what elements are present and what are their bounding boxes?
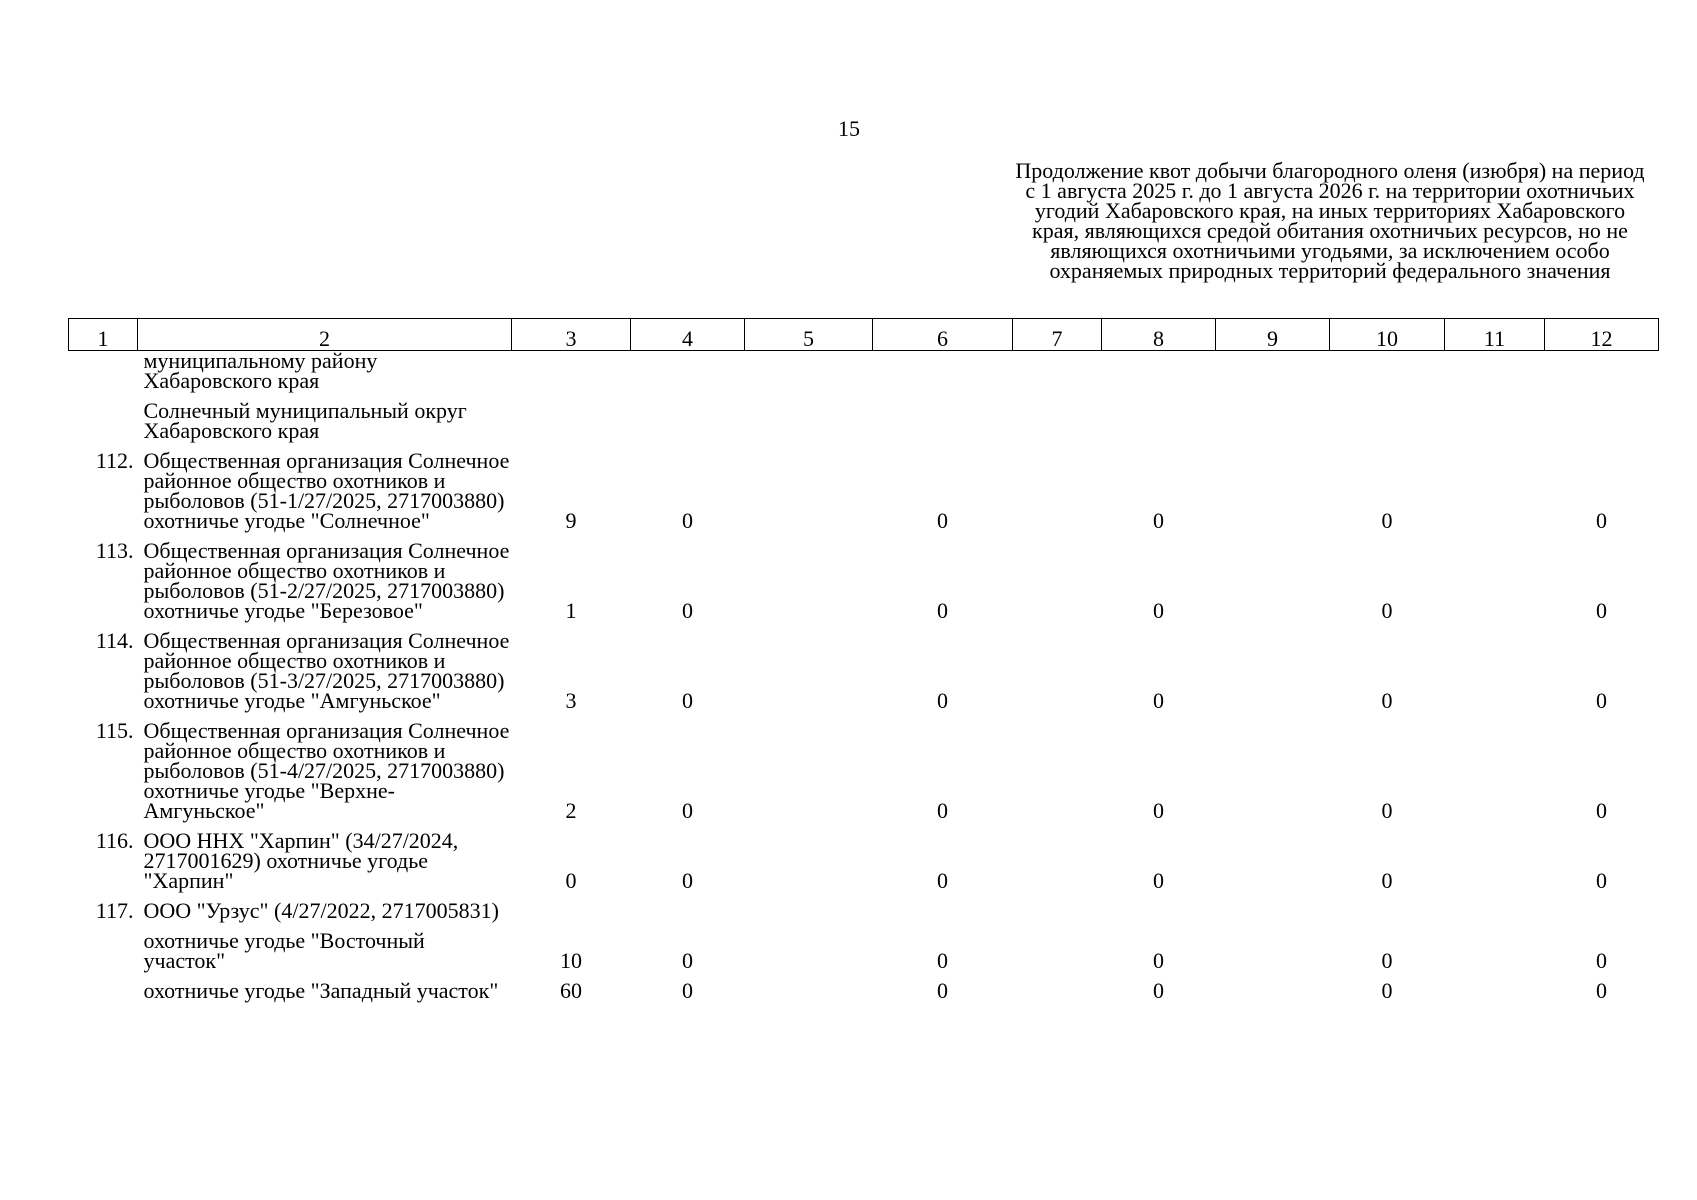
row-name: Общественная организация Солнечное районное общество охотников и рыболовов (51-1/27/2025, 2717003880) охотничье угодье "Солнечное" bbox=[143, 448, 510, 533]
row-name: охотничье угодье "Западный участок" bbox=[143, 978, 499, 1003]
row-name: ООО ННХ "Харпин" (34/27/2024, 2717001629) охотничье угодье "Харпин" bbox=[143, 828, 459, 893]
cell-col-7 bbox=[1013, 921, 1102, 971]
row-number bbox=[69, 351, 138, 392]
page-number: 15 bbox=[838, 116, 860, 141]
cell-col-9 bbox=[1216, 391, 1330, 441]
cell-col-11 bbox=[1445, 891, 1545, 921]
row-name: Солнечный муниципальный округ Хабаровского края bbox=[143, 398, 467, 443]
table-body bbox=[69, 348, 1659, 1003]
cell-col-12: 0 bbox=[1596, 798, 1607, 823]
cell-col-8 bbox=[1102, 891, 1216, 921]
column-header-12: 12 bbox=[1545, 319, 1659, 351]
cell-col-8: 0 bbox=[1153, 868, 1164, 893]
table-row bbox=[69, 621, 1659, 711]
column-header-4: 4 bbox=[631, 319, 745, 351]
cell-col-6: 0 bbox=[937, 978, 948, 1003]
cell-col-3: 3 bbox=[565, 688, 577, 713]
cell-col-12: 0 bbox=[1596, 598, 1607, 623]
cell-col-3: 1 bbox=[565, 598, 577, 623]
cell-col-3 bbox=[512, 891, 631, 921]
column-header-5: 5 bbox=[745, 319, 873, 351]
row-number bbox=[69, 921, 138, 971]
cell-col-5 bbox=[745, 531, 873, 621]
cell-col-8: 0 bbox=[1153, 948, 1164, 973]
cell-col-5 bbox=[745, 711, 873, 821]
cell-col-4 bbox=[631, 351, 745, 392]
cell-col-6: 0 bbox=[937, 798, 948, 823]
cell-col-10: 0 bbox=[1381, 948, 1393, 973]
cell-col-7 bbox=[1013, 711, 1102, 821]
quota-table bbox=[68, 318, 1659, 1001]
cell-col-6: 0 bbox=[937, 868, 948, 893]
column-header-9: 9 bbox=[1216, 319, 1330, 351]
cell-col-12: 0 bbox=[1596, 978, 1607, 1003]
cell-col-11 bbox=[1445, 531, 1545, 621]
cell-col-12 bbox=[1545, 351, 1659, 392]
cell-col-8: 0 bbox=[1153, 688, 1164, 713]
cell-col-12 bbox=[1545, 391, 1659, 441]
cell-col-7 bbox=[1013, 441, 1102, 531]
cell-col-11 bbox=[1445, 351, 1545, 392]
column-header-11: 11 bbox=[1445, 319, 1545, 351]
cell-col-9 bbox=[1216, 921, 1330, 971]
row-name: Общественная организация Солнечное районное общество охотников и рыболовов (51-4/27/2025, 2717003880) охотничье угодье "Верхне-Амгуньское" bbox=[143, 718, 510, 823]
cell-col-6 bbox=[873, 891, 1013, 921]
table-row bbox=[69, 351, 1659, 392]
table-heading: Продолжение квот добычи благородного оленя (изюбря) на период с 1 августа 2025 г. до 1 августа 2026 г. на территории охотничьих угодий Хабаровского края, на иных территориях Хабаровского края, являющихся средой обитания охотничьих ресурсов, но не являющихся охотничьими угодьями, за исключением особо охраняемых природных территорий федерального значения bbox=[1015, 158, 1645, 283]
column-header-10: 10 bbox=[1330, 319, 1445, 351]
cell-col-11 bbox=[1445, 621, 1545, 711]
row-number: 112. bbox=[95, 448, 134, 473]
row-number: 115. bbox=[95, 718, 134, 743]
row-number: 113. bbox=[95, 538, 134, 563]
cell-col-8 bbox=[1102, 391, 1216, 441]
cell-col-7 bbox=[1013, 351, 1102, 392]
cell-col-3: 0 bbox=[565, 868, 577, 893]
cell-col-9 bbox=[1216, 621, 1330, 711]
cell-col-5 bbox=[745, 621, 873, 711]
cell-col-7 bbox=[1013, 971, 1102, 1001]
table-row bbox=[69, 921, 1659, 971]
cell-col-10 bbox=[1330, 351, 1445, 392]
cell-col-7 bbox=[1013, 821, 1102, 891]
cell-col-12: 0 bbox=[1596, 868, 1607, 893]
table-row bbox=[69, 441, 1659, 531]
cell-col-4: 0 bbox=[682, 508, 693, 533]
cell-col-4 bbox=[631, 391, 745, 441]
cell-col-5 bbox=[745, 821, 873, 891]
cell-col-11 bbox=[1445, 711, 1545, 821]
cell-col-6: 0 bbox=[937, 948, 948, 973]
cell-col-9 bbox=[1216, 441, 1330, 531]
cell-col-5 bbox=[745, 971, 873, 1001]
column-header-1: 1 bbox=[69, 319, 138, 351]
cell-col-6 bbox=[873, 351, 1013, 392]
cell-col-11 bbox=[1445, 441, 1545, 531]
cell-col-10: 0 bbox=[1381, 798, 1393, 823]
cell-col-4: 0 bbox=[682, 978, 693, 1003]
cell-col-3 bbox=[512, 391, 631, 441]
cell-col-12: 0 bbox=[1596, 948, 1607, 973]
cell-col-10: 0 bbox=[1381, 688, 1393, 713]
row-name: Общественная организация Солнечное районное общество охотников и рыболовов (51-3/27/2025, 2717003880) охотничье угодье "Амгуньское" bbox=[143, 628, 510, 713]
column-header-7: 7 bbox=[1013, 319, 1102, 351]
cell-col-9 bbox=[1216, 971, 1330, 1001]
column-header-3: 3 bbox=[512, 319, 631, 351]
cell-col-11 bbox=[1445, 921, 1545, 971]
cell-col-5 bbox=[745, 921, 873, 971]
cell-col-4 bbox=[631, 891, 745, 921]
table-row bbox=[69, 391, 1659, 441]
cell-col-3: 60 bbox=[560, 978, 582, 1003]
row-number: 114. bbox=[95, 628, 134, 653]
row-name: ООО "Урзус" (4/27/2022, 2717005831) bbox=[143, 898, 499, 923]
table-row bbox=[69, 531, 1659, 621]
cell-col-9 bbox=[1216, 351, 1330, 392]
cell-col-10: 0 bbox=[1381, 508, 1393, 533]
table-row bbox=[69, 711, 1659, 821]
cell-col-8 bbox=[1102, 351, 1216, 392]
cell-col-3: 2 bbox=[565, 798, 577, 823]
row-number bbox=[69, 391, 138, 441]
table-row bbox=[69, 971, 1659, 1001]
cell-col-10 bbox=[1330, 391, 1445, 441]
cell-col-6: 0 bbox=[937, 688, 948, 713]
row-name: охотничье угодье "Восточный участок" bbox=[143, 928, 425, 973]
cell-col-7 bbox=[1013, 621, 1102, 711]
cell-col-3: 10 bbox=[560, 948, 582, 973]
cell-col-10 bbox=[1330, 891, 1445, 921]
cell-col-5 bbox=[745, 351, 873, 392]
cell-col-4: 0 bbox=[682, 948, 693, 973]
table-row bbox=[69, 821, 1659, 891]
cell-col-7 bbox=[1013, 891, 1102, 921]
cell-col-4: 0 bbox=[682, 868, 693, 893]
cell-col-8: 0 bbox=[1153, 798, 1164, 823]
cell-col-6 bbox=[873, 391, 1013, 441]
cell-col-4: 0 bbox=[682, 598, 693, 623]
row-number: 116. bbox=[95, 828, 134, 853]
cell-col-12 bbox=[1545, 891, 1659, 921]
cell-col-4: 0 bbox=[682, 798, 693, 823]
cell-col-8: 0 bbox=[1153, 598, 1164, 623]
column-header-2: 2 bbox=[138, 319, 512, 351]
cell-col-10: 0 bbox=[1381, 978, 1393, 1003]
row-name: Общественная организация Солнечное районное общество охотников и рыболовов (51-2/27/2025, 2717003880) охотничье угодье "Березовое" bbox=[143, 538, 510, 623]
cell-col-12: 0 bbox=[1596, 508, 1607, 533]
cell-col-5 bbox=[745, 391, 873, 441]
table-header bbox=[69, 319, 1659, 351]
cell-col-12: 0 bbox=[1596, 688, 1607, 713]
cell-col-9 bbox=[1216, 711, 1330, 821]
cell-col-6: 0 bbox=[937, 598, 948, 623]
cell-col-4: 0 bbox=[682, 688, 693, 713]
cell-col-3 bbox=[512, 351, 631, 392]
cell-col-5 bbox=[745, 891, 873, 921]
cell-col-9 bbox=[1216, 531, 1330, 621]
cell-col-9 bbox=[1216, 891, 1330, 921]
cell-col-10: 0 bbox=[1381, 868, 1393, 893]
cell-col-11 bbox=[1445, 971, 1545, 1001]
cell-col-8: 0 bbox=[1153, 978, 1164, 1003]
cell-col-10: 0 bbox=[1381, 598, 1393, 623]
cell-col-11 bbox=[1445, 391, 1545, 441]
row-name: муниципальному району Хабаровского края bbox=[143, 348, 378, 393]
row-number: 117. bbox=[95, 898, 134, 923]
cell-col-3: 9 bbox=[565, 508, 577, 533]
row-number bbox=[69, 971, 138, 1001]
cell-col-5 bbox=[745, 441, 873, 531]
column-header-8: 8 bbox=[1102, 319, 1216, 351]
cell-col-11 bbox=[1445, 821, 1545, 891]
column-header-6: 6 bbox=[873, 319, 1013, 351]
table-row bbox=[69, 891, 1659, 921]
cell-col-7 bbox=[1013, 391, 1102, 441]
cell-col-9 bbox=[1216, 821, 1330, 891]
cell-col-6: 0 bbox=[937, 508, 948, 533]
cell-col-8: 0 bbox=[1153, 508, 1164, 533]
cell-col-7 bbox=[1013, 531, 1102, 621]
